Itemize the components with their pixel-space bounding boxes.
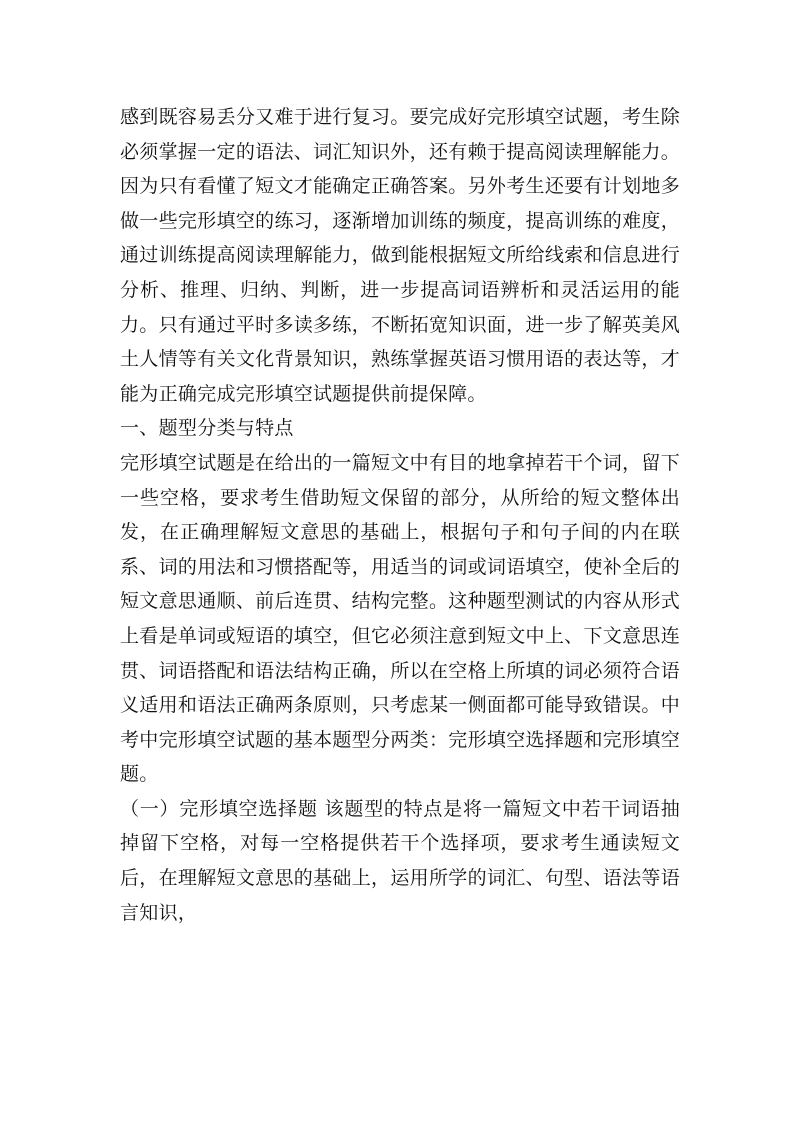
section-heading-types: 一、题型分类与特点	[120, 417, 294, 440]
paragraph-review-advice: 感到既容易丢分又难于进行复习。要完成好完形填空试题，考生除必须掌握一定的语法、词汇知识外，还有赖于提高阅读理解能力。因为只有看懂了短文才能确定正确答案。另外考生还要有计划地多做一些完形填空的练习，逐渐增加训练的频度，提高训练的难度，通过训练提高阅读理解能力，做到能根据短文所给线索和信息进行分析、推理、归纳、判断，进一步提高词语辨析和灵活运用的能力。只有通过平时多读多练，不断拓宽知识面，进一步了解英美风土人情等有关文化背景知识，熟练掌握英语习惯用语的表达等，才能为正确完成完形填空试题提供前提保障。	[120, 106, 680, 405]
paragraph-cloze-multiple-choice: （一）完形填空选择题 该题型的特点是将一篇短文中若干词语抽掉留下空格，对每一空格提供若干个选择项，要求考生通读短文后，在理解短文意思的基础上，运用所学的词汇、句型、语法等语言知识，	[120, 797, 680, 924]
document-body	[120, 100, 680, 930]
paragraph-cloze-definition: 完形填空试题是在给出的一篇短文中有目的地拿掉若干个词，留下一些空格，要求考生借助短文保留的部分，从所给的短文整体出发，在正确理解短文意思的基础上，根据句子和句子间的内在联系、词的用法和习惯搭配等，用适当的词或词语填空，使补全后的短文意思通顺、前后连贯、结构完整。这种题型测试的内容从形式上看是单词或短语的填空，但它必须注意到短文中上、下文意思连贯、词语搭配和语法结构正确，所以在空格上所填的词必须符合语义适用和语法正确两条原则，只考虑某一侧面都可能导致错误。中考中完形填空试题的基本题型分两类：完形填空选择题和完形填空题。	[120, 451, 680, 786]
